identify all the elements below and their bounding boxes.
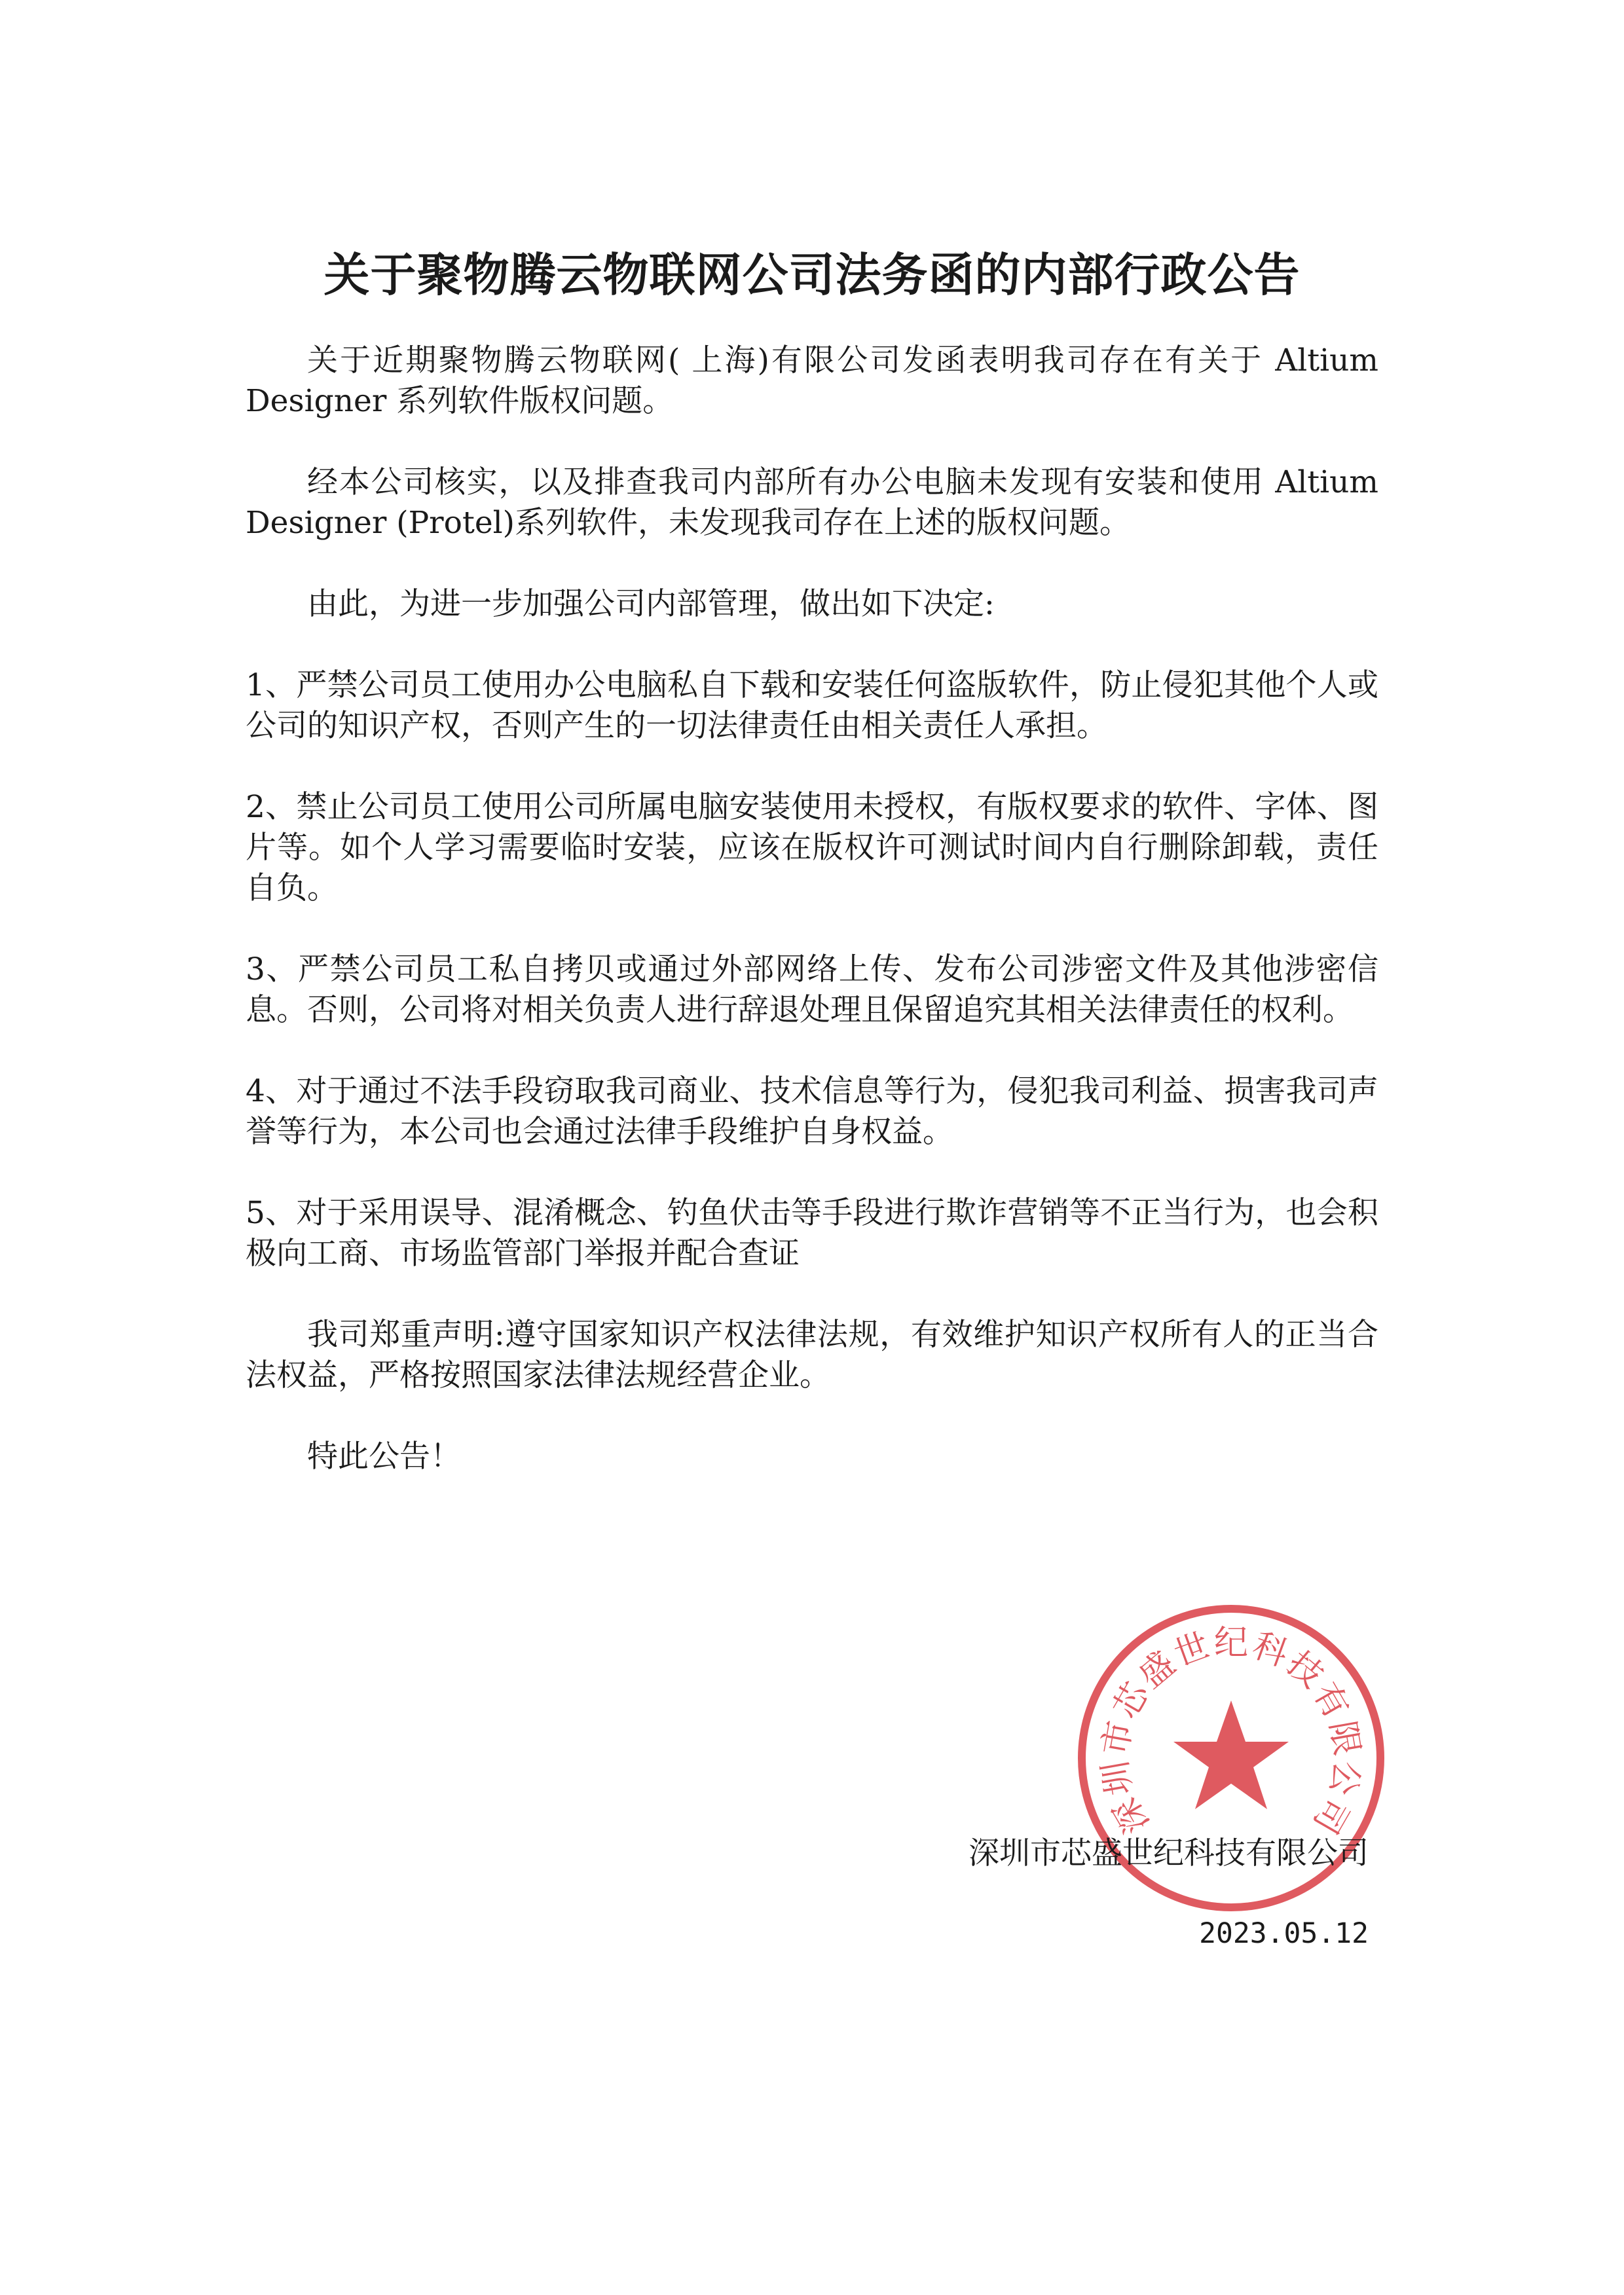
paragraph-rule-2: 2、禁止公司员工使用公司所属电脑安装使用未授权，有版权要求的软件、字体、图片等。如个人学习需要临时安装，应该在版权许可测试时间内自行删除卸载，责任自负。	[246, 789, 1378, 906]
seal-char: 公	[1321, 1757, 1367, 1799]
paragraph-verification: 经本公司核实，以及排查我司内部所有办公电脑未发现有安装和使用 Altium Designer (Protel)系列软件，未发现我司存在上述的版权问题。	[246, 464, 1378, 541]
seal-char: 芯	[1105, 1676, 1157, 1725]
document-title: 关于聚物腾云物联网公司法务函的内部行政公告	[323, 248, 1301, 302]
seal-star-icon	[1173, 1700, 1289, 1809]
seal-char: 科	[1247, 1626, 1293, 1675]
paragraph-rule-4: 4、对于通过不法手段窃取我司商业、技术信息等行为，侵犯我司利益、损害我司声誉等行为，本公司也会通过法律手段维护自身权益。	[246, 1073, 1378, 1150]
seal-char: 圳	[1096, 1757, 1141, 1799]
document-body	[246, 340, 1378, 1518]
paragraph-intro: 关于近期聚物腾云物联网( 上海)有限公司发函表明我司存在有关于 Altium Designer 系列软件版权问题。	[246, 342, 1378, 419]
signature-block	[851, 1807, 1369, 1977]
paragraph-declaration: 我司郑重声明:遵守国家知识产权法律法规，有效维护知识产权所有人的正当合法权益，严格按照国家法律法规经营企业。	[246, 1317, 1378, 1393]
seal-char: 世	[1169, 1626, 1215, 1675]
seal-char: 技	[1279, 1643, 1331, 1697]
paragraph-closing: 特此公告！	[307, 1439, 461, 1475]
seal-char: 限	[1321, 1717, 1367, 1759]
seal-char: 市	[1096, 1717, 1141, 1759]
paragraph-rule-1: 1、严禁公司员工使用办公电脑私自下载和安装任何盗版软件，防止侵犯其他个人或公司的知识产权，否则产生的一切法律责任由相关责任人承担。	[246, 667, 1378, 744]
seal-char: 盛	[1131, 1643, 1183, 1697]
seal-char: 司	[1305, 1791, 1357, 1841]
signature-company: 深圳市芯盛世纪科技有限公司	[969, 1835, 1369, 1871]
paragraph-decision-lead: 由此，为进一步加强公司内部管理，做出如下决定:	[307, 586, 995, 622]
seal-char: 有	[1305, 1676, 1357, 1725]
signature-date: 2023.05.12	[1199, 1917, 1369, 1950]
seal-char: 深	[1105, 1791, 1157, 1841]
paragraph-rule-5: 5、对于采用误导、混淆概念、钓鱼伏击等手段进行欺诈营销等不正当行为，也会积极向工商、市场监管部门举报并配合查证	[246, 1195, 1378, 1272]
paragraph-rule-3: 3、严禁公司员工私自拷贝或通过外部网络上传、发布公司涉密文件及其他涉密信息。否则，公司将对相关负责人进行辞退处理且保留追究其相关法律责任的权利。	[246, 951, 1378, 1028]
seal-char: 纪	[1213, 1623, 1249, 1663]
